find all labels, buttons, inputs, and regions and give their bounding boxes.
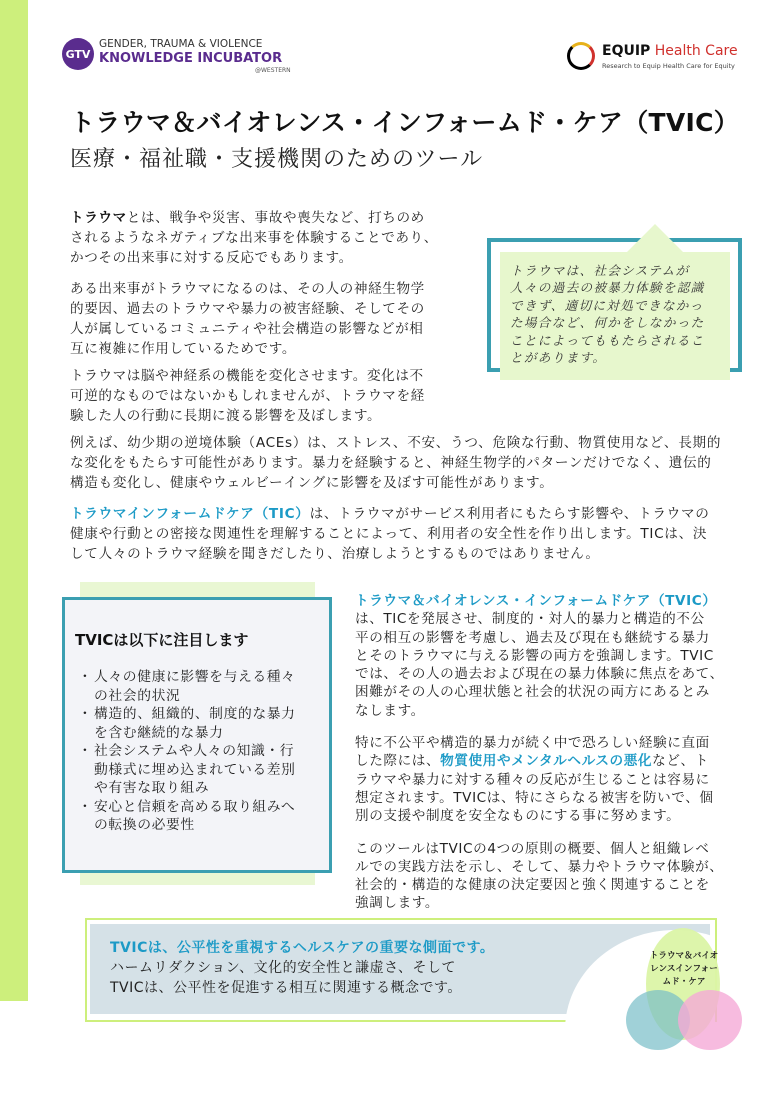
gtv-name-line1: GENDER, TRAUMA & VIOLENCE: [99, 38, 263, 50]
text-line: [510, 262, 705, 279]
text-segment: このツールはTVICの4つの原則の概要、個人と組織レベ: [355, 840, 710, 857]
text-segment: 想定されます。TVICは、特にさらなる被害を防いで、個: [355, 789, 714, 806]
text-line: [110, 978, 494, 998]
text-line: [355, 610, 724, 628]
venn-circle-pink: [678, 990, 742, 1050]
text-segment: 構造も変化し、健康やウェルビーイングに影響を及ぼす可能性があります。: [70, 475, 554, 491]
text-line: [70, 433, 721, 453]
text-segment: など、ト: [652, 753, 709, 770]
text-segment: ことによってももたらされるこ: [510, 332, 705, 348]
tvic-response-paragraph: [355, 734, 724, 825]
text-segment: されるようなネガティブな出来事を体験することであり、: [70, 230, 438, 246]
paragraph-gap: [355, 826, 724, 840]
equip-name-1: EQUIP: [602, 43, 651, 59]
focus-item-line: 構造的、組織的、制度的な暴力: [94, 706, 296, 722]
text-segment: TVICは、公平性を促進する相互に関連する概念です。: [110, 980, 462, 996]
text-segment: 可逆的なものではないかもしれませんが、トラウマを経: [70, 388, 425, 404]
text-segment: とがあります。: [510, 350, 607, 366]
text-segment: 別の支援や制度を安全なものにする事に努めます。: [355, 808, 681, 825]
text-line: [355, 752, 724, 770]
text-line: [355, 807, 724, 825]
text-line: [70, 453, 721, 473]
bullet-icon: ・: [78, 798, 93, 815]
text-line: [70, 544, 710, 564]
text-segment: かつその出来事に対する反応でもあります。: [70, 250, 353, 266]
text-line: [70, 279, 425, 299]
text-line: [355, 683, 724, 701]
text-line: [70, 366, 425, 386]
text-line: [70, 208, 438, 228]
text-segment: とは、戦争や災害、事故や喪失など、打ちのめ: [126, 210, 425, 226]
venn-label-line: ムド・ケア: [662, 977, 706, 987]
side-accent-strip: [0, 0, 28, 1001]
text-segment: 人々の過去の被暴力体験を認識: [510, 280, 705, 296]
text-line: [355, 771, 724, 789]
emphasis-text: トラウマ: [70, 210, 127, 226]
emphasis-text: 物質使用やメンタルヘルスの悪化: [440, 753, 653, 770]
text-line: [355, 629, 724, 647]
bullet-icon: ・: [78, 669, 93, 685]
text-line: [110, 958, 494, 978]
text-segment: 特に不公平や構造的暴力が続く中で恐ろしい経験に直面: [355, 735, 710, 752]
text-segment: 験した人の行動に長期に渡る影響を及ぼします。: [70, 408, 382, 424]
focus-item-line: の転換の必要性: [94, 817, 195, 833]
page-subtitle: 医療・福祉職・支援機関のためのツール: [70, 147, 484, 172]
text-line: [110, 938, 494, 958]
text-line: [355, 592, 724, 610]
text-segment: 人が属しているコミュニティや社会構造の影響などが相: [70, 321, 424, 337]
text-line: [355, 876, 724, 894]
focus-list-item: [78, 668, 296, 705]
text-segment: できず、適切に対処できなかっ: [510, 297, 704, 313]
equip-logo-icon: [567, 42, 595, 70]
venn-label-line: レンスインフォー: [650, 964, 718, 974]
text-line: [510, 314, 705, 331]
text-segment: 互に複雑に作用しているためです。: [70, 341, 297, 357]
focus-list-item: [78, 798, 296, 835]
equip-tagline: Research to Equip Health Care for Equity: [602, 62, 735, 70]
text-segment: 例えば、幼少期の逆境体験（ACEs）は、ストレス、不安、うつ、危険な行動、物質使用など、長期的: [70, 435, 722, 451]
text-line: [355, 894, 724, 912]
text-segment: 健康や行動との密接な関連性を理解することによって、利用者の安全性を作り出します。TICは、決: [70, 526, 708, 542]
emphasis-text: TVICは、公平性を重視するヘルスケアの重要な側面です。: [110, 940, 495, 956]
text-line: [70, 248, 438, 268]
focus-item-line: や有害な取り組み: [94, 780, 210, 796]
tool-overview-paragraph: [355, 840, 724, 913]
text-line: [510, 297, 705, 314]
paragraph-gap: [355, 720, 724, 734]
text-segment: ハームリダクション、文化的安全性と謙虚さ、そして: [110, 960, 457, 976]
focus-list-item: [78, 705, 296, 742]
text-line: [70, 473, 721, 493]
focus-item-line: 安心と信頼を高める取り組みへ: [94, 798, 296, 815]
text-segment: 強調します。: [355, 895, 440, 912]
text-segment: ルでの実践方法を示し、そして、暴力やトラウマ体験が、: [355, 858, 724, 875]
page-title: トラウマ＆バイオレンス・インフォームド・ケア（TVIC）: [70, 108, 740, 137]
text-segment: は、TICを発展させ、制度的・対人的暴力と構造的不公: [355, 611, 705, 628]
focus-item-line: 社会システムや人々の知識・行: [94, 743, 295, 759]
venn-label-line: トラウマ＆バイオ: [649, 951, 719, 961]
focus-item-line: 動様式に埋め込まれている差別: [94, 761, 296, 778]
text-line: [70, 339, 425, 359]
tvic-definition-paragraph: [355, 592, 724, 720]
text-line: [70, 406, 425, 426]
callout-text: [510, 262, 705, 366]
trauma-cause-paragraph: [70, 279, 425, 359]
focus-list: [78, 668, 296, 835]
emphasis-text: トラウマインフォームドケア（TIC）: [70, 506, 310, 522]
text-line: [355, 840, 724, 858]
text-line: [355, 734, 724, 752]
equip-name-2: Health Care: [650, 43, 738, 59]
text-line: [70, 504, 710, 524]
text-line: [355, 647, 724, 665]
text-segment: とそのトラウマに与える影響の両方を強調します。TVIC: [355, 647, 714, 664]
text-segment: では、その人の過去および現在の暴力体験に焦点をあて、: [355, 666, 724, 683]
text-segment: トラウマは脳や神経系の機能を変化させます。変化は不: [70, 368, 424, 384]
text-line: [510, 332, 705, 349]
text-line: [510, 349, 705, 366]
text-line: [70, 228, 438, 248]
tvic-description: [355, 592, 724, 913]
text-segment: 社会的・構造的な健康の決定要因と強く関連することを: [355, 877, 710, 894]
text-segment: なします。: [355, 702, 425, 719]
gtv-logo: GTV: [62, 38, 94, 70]
text-segment: 平の相互の影響を考慮し、過去及び現在も継続する暴力: [355, 629, 710, 646]
gtv-name-line2: KNOWLEDGE INCUBATOR: [99, 51, 283, 66]
focus-box-title: TVICは以下に注目します: [75, 631, 249, 649]
text-line: [70, 319, 425, 339]
focus-list-item: [78, 742, 296, 798]
text-line: [355, 665, 724, 683]
text-line: [355, 858, 724, 876]
text-segment: 困難がその人の心理状態と社会的状況の両方にあるとみ: [355, 684, 710, 701]
text-segment: した際には、: [355, 753, 441, 770]
tic-paragraph: [70, 504, 710, 564]
emphasis-text: トラウマ＆バイオレンス・インフォームドケア（TVIC）: [355, 593, 717, 609]
equity-text: [110, 938, 494, 998]
equip-name: [602, 42, 738, 60]
text-line: [355, 789, 724, 807]
focus-item-line: 人々の健康に影響を与える種々: [94, 669, 296, 685]
text-line: [70, 386, 425, 406]
text-segment: トラウマは、社会システムが: [510, 263, 690, 278]
text-segment: 的要因、過去のトラウマや暴力の被害経験、そしてその: [70, 301, 425, 317]
text-segment: た場合など、何かをしなかった: [510, 315, 705, 331]
text-segment: して人々のトラウマ経験を聞きだしたり、治療しようとするものではありません。: [70, 546, 600, 562]
text-segment: は、トラウマがサービス利用者にもたらす影響や、トラウマの: [309, 506, 710, 522]
gtv-name-line3: @WESTERN: [255, 67, 291, 74]
bullet-icon: ・: [78, 743, 93, 759]
trauma-definition-paragraph: [70, 208, 438, 268]
venn-label: [648, 950, 720, 989]
trauma-effect-paragraph: [70, 366, 425, 426]
text-line: [510, 279, 705, 296]
aces-paragraph: [70, 433, 721, 493]
text-segment: ラウマや暴力に対する種々の反応が生じることは容易に: [355, 771, 710, 788]
callout-pointer: [627, 224, 683, 252]
text-line: [70, 299, 425, 319]
text-segment: ある出来事がトラウマになるのは、その人の神経生物学: [70, 281, 425, 297]
focus-item-line: を含む継続的な暴力: [94, 724, 224, 741]
focus-item-line: の社会的状況: [94, 687, 181, 704]
text-line: [70, 524, 710, 544]
text-line: [355, 702, 724, 720]
text-segment: な変化をもたらす可能性があります。暴力を経験すると、神経生物学的パターンだけでなく、遺伝的: [70, 455, 712, 471]
bullet-icon: ・: [78, 706, 93, 722]
